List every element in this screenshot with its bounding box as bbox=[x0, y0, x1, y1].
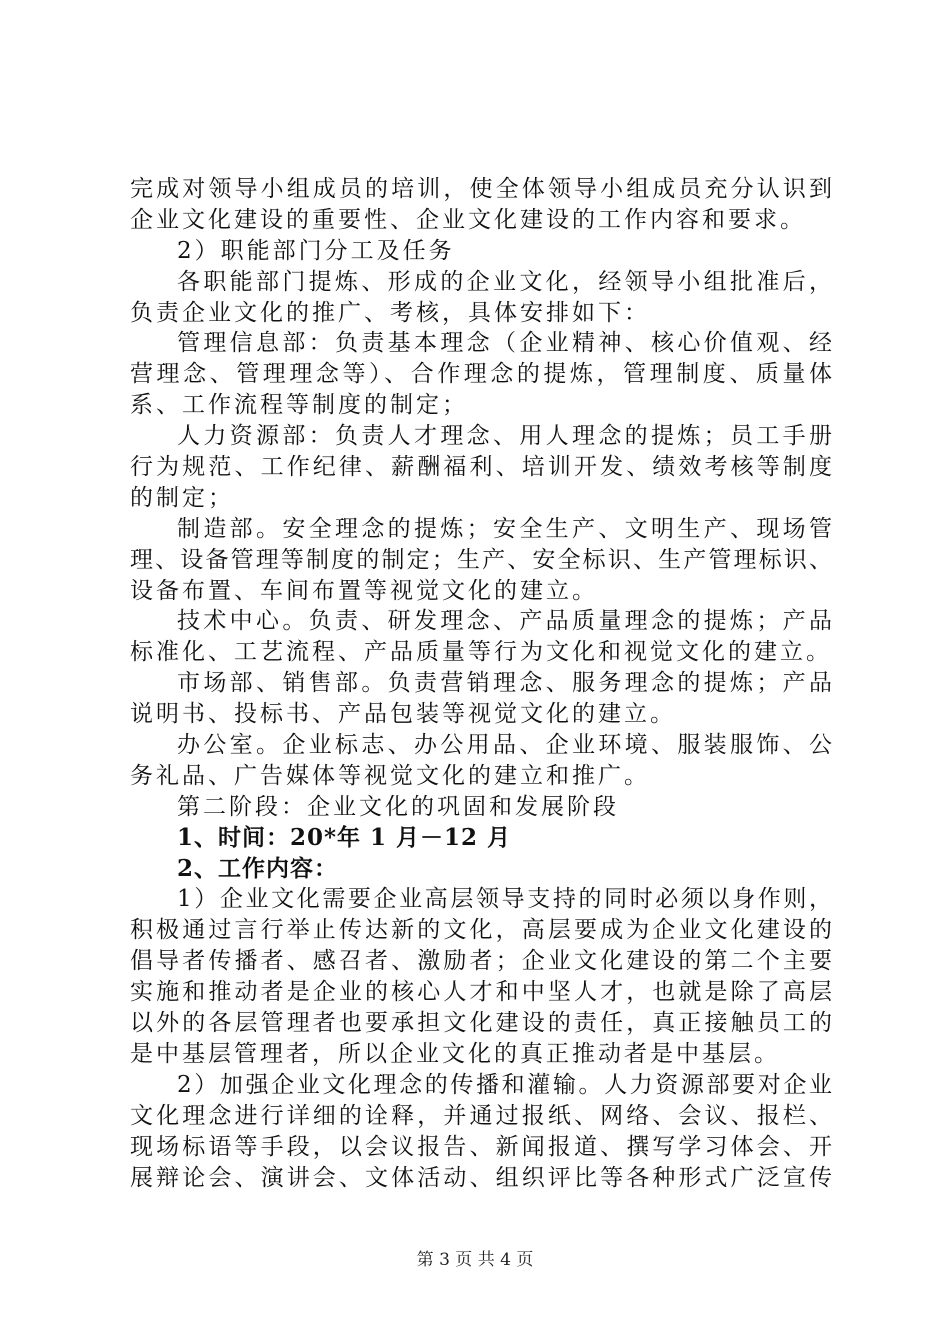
page-footer: 第 3 页 共 4 页 bbox=[416, 1250, 534, 1270]
text-line: 营理念、管理理念等）、合作理念的提炼，管理制度、质量体 bbox=[130, 361, 832, 388]
text-line: 完成对领导小组成员的培训，使全体领导小组成员充分认识到 bbox=[130, 176, 832, 202]
text-line: 人力资源部：负责人才理念、用人理念的提炼；员工手册 bbox=[177, 423, 832, 450]
text-line: 市场部、销售部。负责营销理念、服务理念的提炼；产品 bbox=[177, 670, 832, 697]
text-line: 现场标语等手段，以会议报告、新闻报道、撰写学习体会、开 bbox=[130, 1133, 832, 1160]
text-line: 1）企业文化需要企业高层领导支持的同时必须以身作则， bbox=[177, 886, 832, 913]
text-line: 理、设备管理等制度的制定；生产、安全标识、生产管理标识、 bbox=[130, 546, 832, 573]
text-line: 设备布置、车间布置等视觉文化的建立。 bbox=[130, 577, 598, 604]
text-line: 管理信息部：负责基本理念（企业精神、核心价值观、经 bbox=[177, 330, 832, 357]
text-line: 的制定； bbox=[130, 484, 234, 511]
text-line: 办公室。企业标志、办公用品、企业环境、服装服饰、公 bbox=[177, 732, 832, 759]
text-line: 以外的各层管理者也要承担文化建设的责任，真正接触员工的 bbox=[130, 1010, 832, 1037]
text-line: 实施和推动者是企业的核心人才和中坚人才，也就是除了高层 bbox=[130, 979, 832, 1006]
text-line: 企业文化建设的重要性、企业文化建设的工作内容和要求。 bbox=[130, 206, 806, 233]
text-line: 说明书、投标书、产品包装等视觉文化的建立。 bbox=[130, 701, 676, 728]
text-line: 2）职能部门分工及任务 bbox=[177, 237, 455, 264]
text-line: 系、工作流程等制度的制定； bbox=[130, 392, 468, 419]
text-line: 展辩论会、演讲会、文体活动、组织评比等各种形式广泛宣传 bbox=[130, 1164, 832, 1191]
text-line: 是中基层管理者，所以企业文化的真正推动者是中基层。 bbox=[130, 1040, 780, 1067]
text-line: 2）加强企业文化理念的传播和灌输。人力资源部要对企业 bbox=[177, 1071, 832, 1098]
text-line: 负责企业文化的推广、考核，具体安排如下： bbox=[130, 299, 650, 326]
text-line: 倡导者传播者、感召者、激励者；企业文化建设的第二个主要 bbox=[130, 948, 832, 975]
text-line: 行为规范、工作纪律、薪酬福利、培训开发、绩效考核等制度 bbox=[130, 454, 832, 481]
text-line: 第二阶段：企业文化的巩固和发展阶段 bbox=[177, 793, 619, 820]
text-line: 制造部。安全理念的提炼；安全生产、文明生产、现场管 bbox=[177, 515, 832, 542]
document-body bbox=[130, 174, 832, 1193]
text-line: 务礼品、广告媒体等视觉文化的建立和推广。 bbox=[130, 762, 650, 789]
text-line: 1、时间：20*年 1 月－12 月 bbox=[177, 823, 512, 851]
text-line: 2、工作内容： bbox=[177, 854, 339, 882]
text-line: 技术中心。负责、研发理念、产品质量理念的提炼；产品 bbox=[177, 608, 832, 635]
text-line: 积极通过言行举止传达新的文化，高层要成为企业文化建设的 bbox=[130, 917, 832, 944]
text-line: 标准化、工艺流程、产品质量等行为文化和视觉文化的建立。 bbox=[130, 639, 832, 666]
text-line: 文化理念进行详细的诠释，并通过报纸、网络、会议、报栏、 bbox=[130, 1102, 832, 1129]
text-line: 各职能部门提炼、形成的企业文化，经领导小组批准后， bbox=[177, 268, 832, 295]
